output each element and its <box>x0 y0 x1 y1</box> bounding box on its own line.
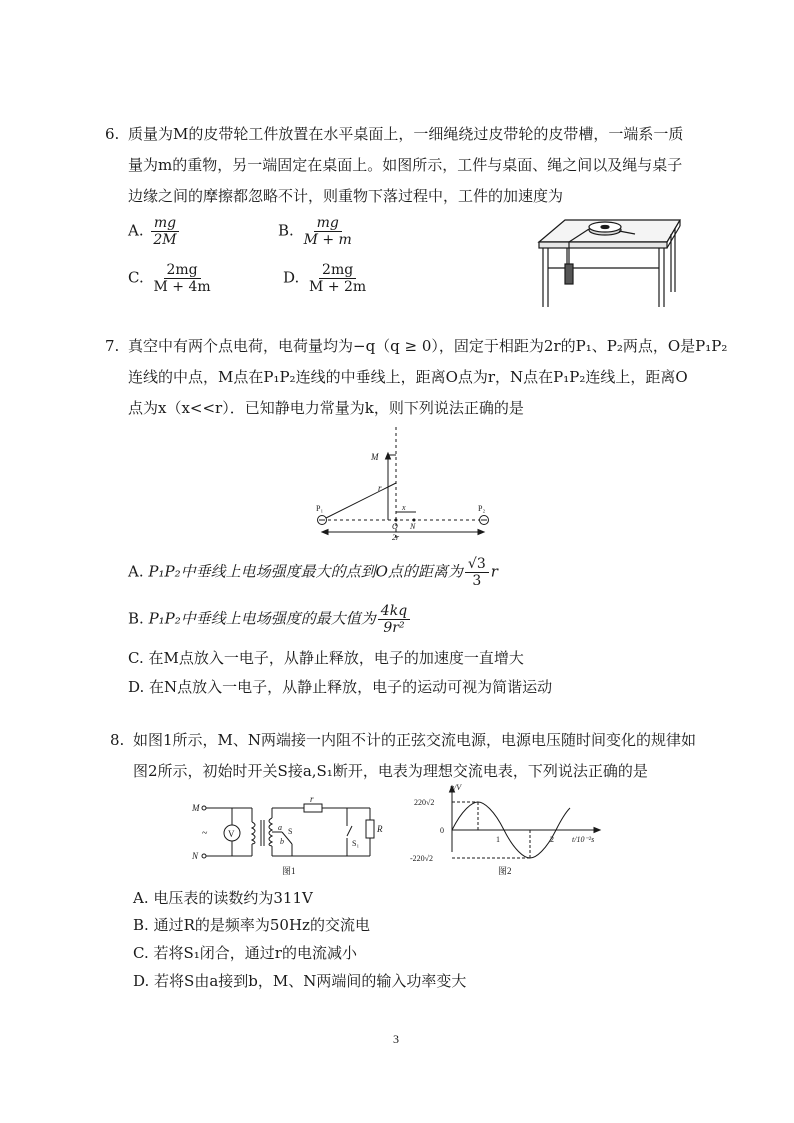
q8-stem-line1: 如图1所示，M、N两端接一内阻不计的正弦交流电源，电源电压随时间变化的规律如 <box>133 731 697 749</box>
label-r: r <box>378 483 382 493</box>
q6-stem-line1: 质量为M的皮带轮工件放置在水平桌面上，一细绳绕过皮带轮的皮带槽，一端系一质 <box>128 125 684 143</box>
label-m: M <box>192 803 200 813</box>
q8-stem-line2: 图2所示，初始时开关S接a,S₁断开，电表为理想交流电表，下列说法正确的是 <box>133 762 648 780</box>
label-s: S <box>288 827 293 836</box>
y-tick-positive: 220√2 <box>414 798 435 807</box>
q6-option-b[interactable]: B. $\frac{mg}{M + m}$ <box>278 215 357 248</box>
charges-field-figure <box>308 425 498 545</box>
y-tick-negative: -220√2 <box>410 854 434 863</box>
x-axis-label: t/10⁻²s <box>572 835 595 844</box>
label-s1: S₁ <box>352 839 360 848</box>
q6-option-d[interactable]: D. $\frac{2mg}{M + 2m}$ <box>283 262 371 295</box>
q6-number: 6. <box>105 125 120 143</box>
label-n: N <box>192 851 199 861</box>
fraction: $\frac{2mg}{M + 4m}$ <box>153 262 211 295</box>
q6-stem-line3: 边缘之间的摩擦都忽略不计，则重物下落过程中，工件的加速度为 <box>128 187 564 205</box>
figure2-caption: 图2 <box>498 866 512 876</box>
q8-option-b[interactable]: B. 通过R的是频率为50Hz的交流电 <box>133 916 370 934</box>
label-o: O <box>392 522 398 531</box>
x-tick-1: 1 <box>496 835 500 844</box>
fraction: $\frac{mg}{2M}$ <box>150 215 179 248</box>
q7-number: 7. <box>105 337 120 355</box>
q7-option-a[interactable]: A. P₁P₂中垂线上电场强度最大的点到O点的距离为 $\frac{√3}{3}$ r <box>128 556 498 589</box>
fraction: $\frac{√3}{3}$ <box>465 556 489 589</box>
label-r-small: r <box>310 794 314 804</box>
q7-stem-line3: 点为x（x<<r）．已知静电力常量为k，则下列说法正确的是 <box>128 399 524 417</box>
circuit-figure <box>192 794 392 880</box>
q6-option-a[interactable]: A. $\frac{mg}{2M}$ <box>128 215 182 248</box>
q8-option-c[interactable]: C. 若将S₁闭合，通过r的电流减小 <box>133 944 357 962</box>
q7-stem-line1: 真空中有两个点电荷，电荷量均为−q（q ≥ 0），固定于相距为2r的P₁、P₂两点，O是P₁P₂ <box>128 337 728 355</box>
label-2r: 2r <box>392 533 400 542</box>
figure1-caption: 图1 <box>282 866 296 876</box>
y-axis-label: u/V <box>450 783 462 792</box>
label-x: x <box>402 503 406 512</box>
q7-option-d[interactable]: D. 在N点放入一电子，从静止释放，电子的运动可视为简谐运动 <box>128 678 553 696</box>
label-b: b <box>280 837 284 846</box>
voltage-time-figure <box>410 782 610 882</box>
fraction: $\frac{mg}{M + m}$ <box>303 215 352 248</box>
origin-label: 0 <box>440 826 444 835</box>
q8-number: 8. <box>110 731 125 749</box>
q8-option-d[interactable]: D. 若将S由a接到b，M、N两端间的输入功率变大 <box>133 972 467 990</box>
fraction: $\frac{2mg}{M + 2m}$ <box>309 262 367 295</box>
q8-option-a[interactable]: A. 电压表的读数约为311V <box>133 889 313 907</box>
voltmeter-icon: V <box>228 829 235 839</box>
fraction: $\frac{4kq}{\text{9r²}}$ <box>378 603 410 636</box>
q7-stem-line2: 连线的中点，M点在P₁P₂连线的中垂线上，距离O点为r，N点在P₁P₂连线上，距离O <box>128 368 688 386</box>
q6-stem-line2: 量为m的重物，另一端固定在桌面上。如图所示，工件与桌面、绳之间以及绳与桌子 <box>128 156 683 174</box>
label-n: N <box>410 522 416 531</box>
q7-option-c[interactable]: C. 在M点放入一电子，从静止释放，电子的加速度一直增大 <box>128 649 524 667</box>
x-tick-2: 2 <box>550 835 554 844</box>
label-p2: P₂ <box>478 504 486 513</box>
label-m: M <box>371 452 379 462</box>
label-tilde: ~ <box>202 828 208 839</box>
q6-option-c[interactable]: C. $\frac{2mg}{M + 4m}$ <box>128 262 216 295</box>
page-number: 3 <box>393 1032 399 1046</box>
label-a: a <box>278 823 282 832</box>
label-p1: P₁ <box>316 504 324 513</box>
q7-option-b[interactable]: B. P₁P₂中垂线上电场强度的最大值为 $\frac{4kq}{\text{9r²}}$ <box>128 603 412 636</box>
label-r-big: R <box>377 824 383 834</box>
table-pulley-figure <box>525 212 685 312</box>
